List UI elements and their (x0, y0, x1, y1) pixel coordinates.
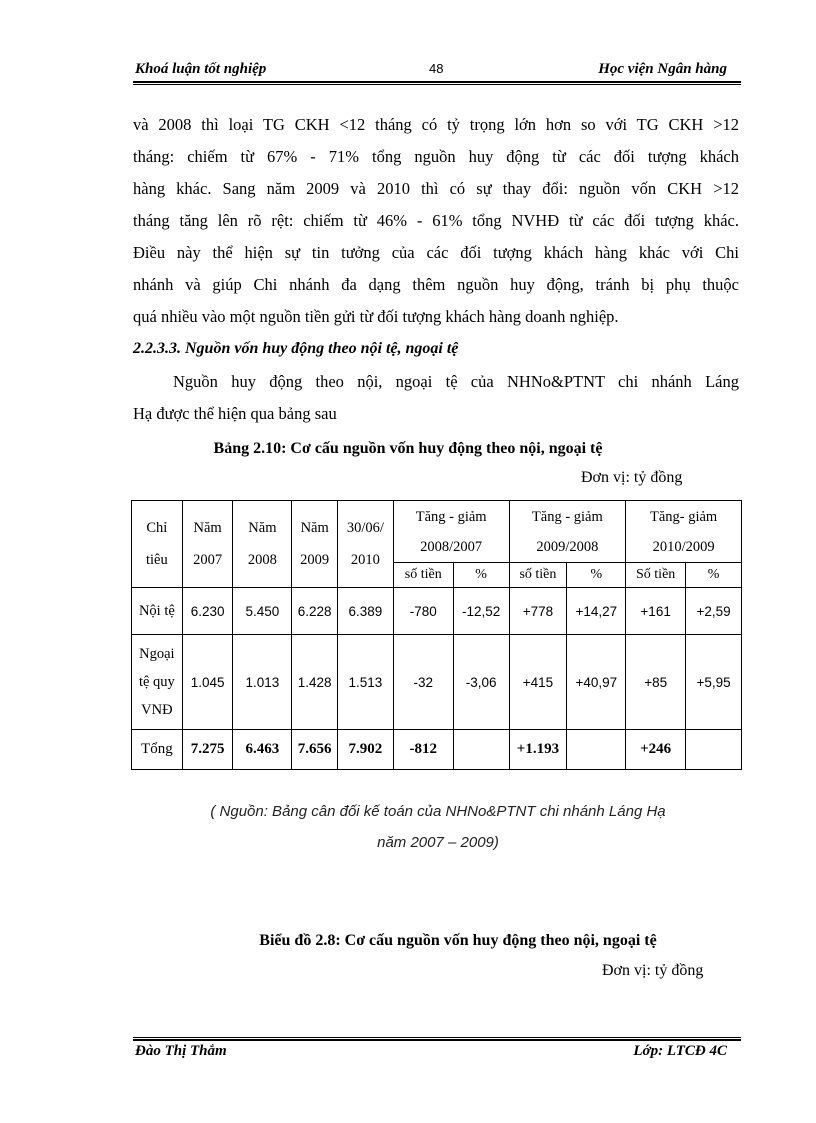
table-unit: Đơn vị: tỷ đồng (581, 469, 683, 486)
header-thesis-label: Khoá luận tốt nghiệp (135, 61, 267, 77)
row-label: Ngoại tệ quy VNĐ (132, 635, 183, 730)
text-line: và 2008 thì loại TG CKH <12 tháng có tỷ trọng lớn hơn so với TG CKH >12 (133, 115, 739, 134)
table-cell: +778 (509, 588, 567, 635)
table-cell: 6.228 (292, 588, 338, 635)
table-cell: +2,59 (686, 588, 742, 635)
table-cell: +40,97 (567, 635, 626, 730)
text-line: tháng tăng lên rõ rệt: chiếm từ 46% - 61% tổng NVHĐ từ các đối tượng khác. (133, 211, 739, 230)
text-line: Hạ được thể hiện qua bảng sau (133, 404, 337, 423)
header-change-group: Tăng - giảm 2009/2008 (509, 501, 626, 563)
page-number: 48 (429, 61, 444, 76)
text-line: hàng khác. Sang năm 2009 và 2010 thì có sự thay đổi: nguồn vốn CKH >12 (133, 179, 739, 198)
section-heading: 2.2.3.3. Nguồn vốn huy động theo nội tệ, ngoại tệ (133, 340, 459, 357)
table-cell: 6.389 (338, 588, 394, 635)
subheader-percent: % (567, 563, 626, 588)
header-year: Năm 2009 (292, 501, 338, 588)
footer-class: Lớp: LTCĐ 4C (633, 1043, 727, 1059)
header-year: Năm 2008 (233, 501, 292, 588)
table-cell: +246 (626, 730, 686, 770)
row-label: Nội tệ (132, 588, 183, 635)
text-line: quá nhiều vào một nguồn tiền gửi từ đối tượng khách hàng doanh nghiệp. (133, 307, 619, 326)
table-cell: 5.450 (233, 588, 292, 635)
table-cell: 1.045 (182, 635, 233, 730)
subheader-amount: số tiền (393, 563, 453, 588)
subheader-amount: số tiền (509, 563, 567, 588)
row-label: Tổng (132, 730, 183, 770)
table-cell: -32 (393, 635, 453, 730)
page-header (133, 59, 741, 81)
table-cell: +5,95 (686, 635, 742, 730)
source-note-line: năm 2007 – 2009) (377, 834, 499, 851)
header-year: Năm 2007 (182, 501, 233, 588)
funding-structure-table (131, 500, 742, 770)
header-indicator: Chỉ tiêu (132, 501, 183, 588)
table-cell: 7.275 (182, 730, 233, 770)
table-cell: +161 (626, 588, 686, 635)
text-line: Điều này thể hiện sự tin tưởng của các đối tượng khách hàng khác với Chi (133, 243, 739, 262)
table-cell: 6.463 (233, 730, 292, 770)
header-divider (133, 81, 741, 85)
table-cell: 1.513 (338, 635, 394, 730)
table-cell: 1.013 (233, 635, 292, 730)
table-cell: 7.902 (338, 730, 394, 770)
table-cell: 1.428 (292, 635, 338, 730)
table-cell (453, 730, 509, 770)
table-row (132, 588, 742, 635)
table-header-row (132, 501, 742, 563)
table-title: Bảng 2.10: Cơ cấu nguồn vốn huy động theo nội, ngoại tệ (213, 440, 603, 457)
header-year: 30/06/ 2010 (338, 501, 394, 588)
table-cell: +415 (509, 635, 567, 730)
chart-title: Biểu đồ 2.8: Cơ cấu nguồn vốn huy động theo nội, ngoại tệ (259, 932, 657, 949)
table-row (132, 635, 742, 730)
page-footer (133, 1043, 741, 1065)
table-cell: +14,27 (567, 588, 626, 635)
table-cell (686, 730, 742, 770)
body-paragraph-1 (133, 109, 739, 333)
table-cell: 7.656 (292, 730, 338, 770)
table-cell: -812 (393, 730, 453, 770)
table-cell (567, 730, 626, 770)
source-note-line: ( Nguồn: Bảng cân đối kế toán của NHNo&PTNT chi nhánh Láng Hạ (210, 803, 666, 820)
subheader-percent: % (686, 563, 742, 588)
table-cell: -12,52 (453, 588, 509, 635)
table-cell: 6.230 (182, 588, 233, 635)
footer-divider (133, 1037, 741, 1041)
header-change-group: Tăng- giảm 2010/2009 (626, 501, 742, 563)
table-cell: -3,06 (453, 635, 509, 730)
body-paragraph-2 (133, 366, 739, 430)
table-row-total (132, 730, 742, 770)
footer-author: Đào Thị Thắm (135, 1043, 227, 1059)
chart-unit: Đơn vị: tỷ đồng (602, 962, 704, 979)
subheader-amount: Số tiền (626, 563, 686, 588)
header-institution: Học viện Ngân hàng (598, 61, 727, 77)
text-line: tháng: chiếm từ 67% - 71% tổng nguồn huy động từ các đối tượng khách (133, 147, 739, 166)
table-cell: +85 (626, 635, 686, 730)
table-cell: -780 (393, 588, 453, 635)
header-change-group: Tăng - giảm 2008/2007 (393, 501, 509, 563)
text-line: Nguồn huy động theo nội, ngoại tệ của NHNo&PTNT chi nhánh Láng (173, 372, 739, 391)
subheader-percent: % (453, 563, 509, 588)
table-cell: +1.193 (509, 730, 567, 770)
text-line: nhánh và giúp Chi nhánh đa dạng thêm nguồn huy động, tránh bị phụ thuộc (133, 275, 739, 294)
